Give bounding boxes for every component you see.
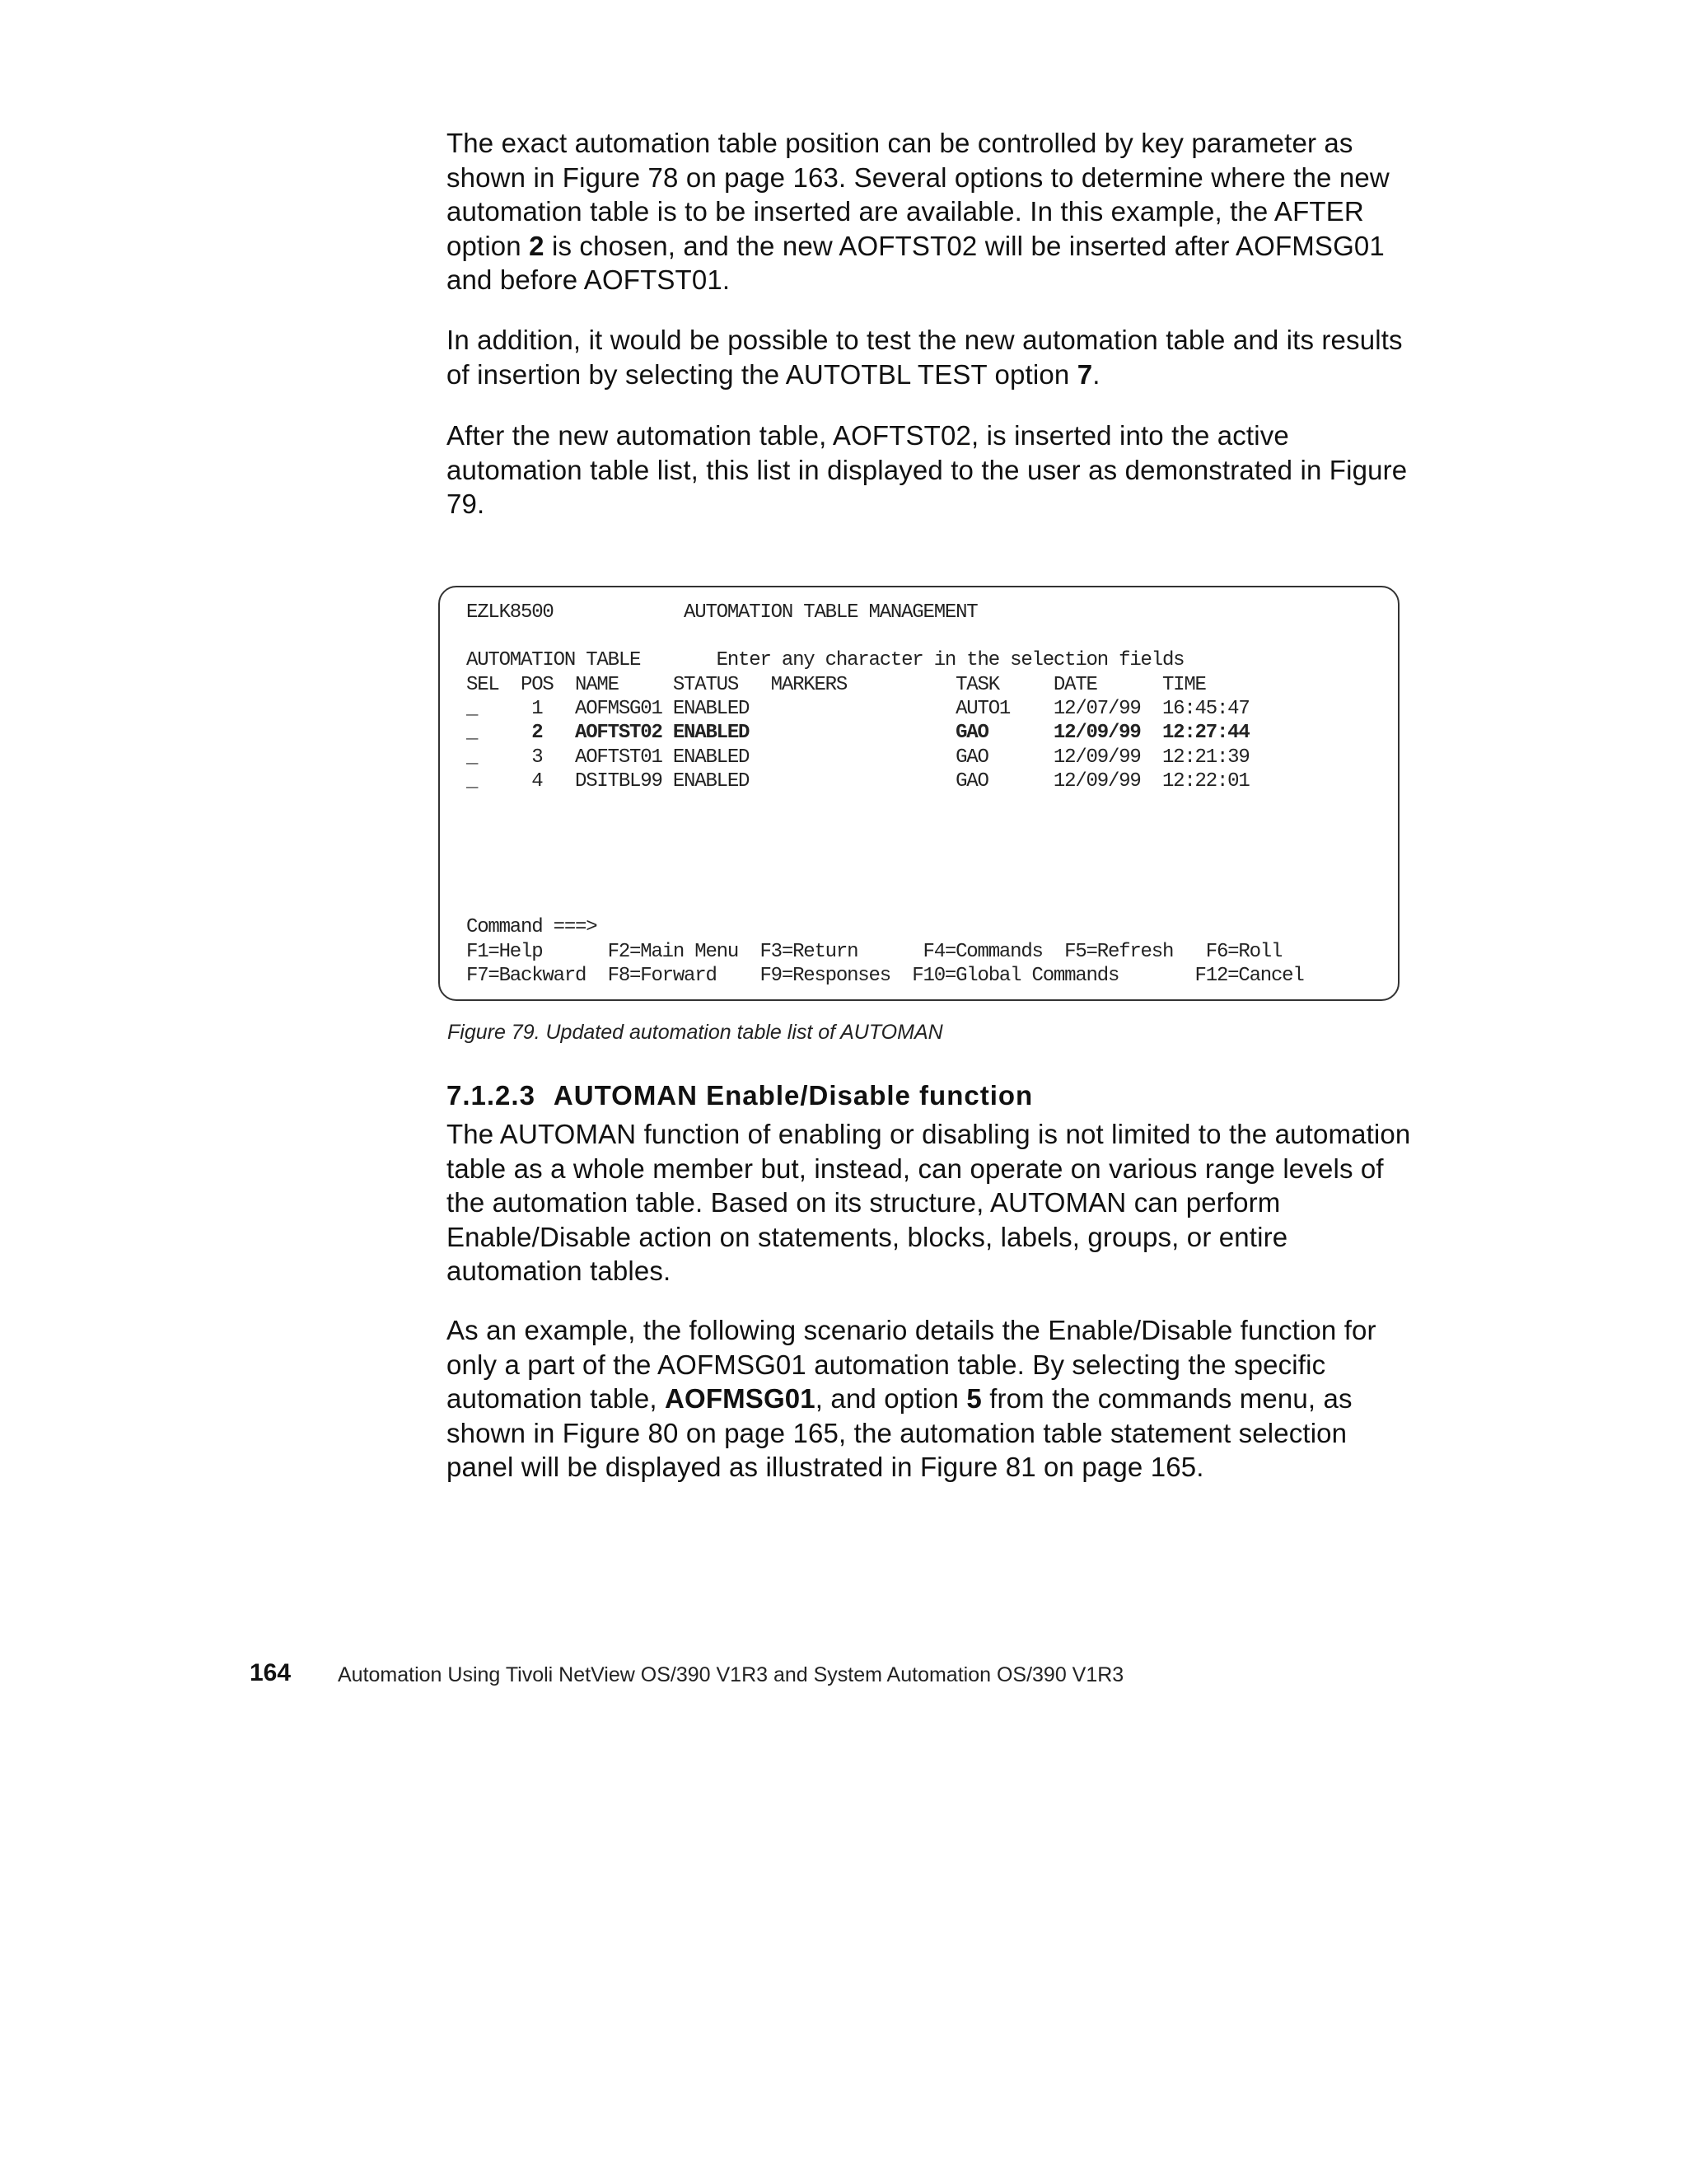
pf-keys-line: F1=Help F2=Main Menu F3=Return F4=Commands F5=Refresh F6=Roll <box>466 941 1283 963</box>
text-run: As an example, the following scenario details the Enable/Disable function for only a part of the AOFMSG01 automation table. By selecting the specific automation table, <box>446 1315 1376 1414</box>
page-number: 164 <box>250 1659 292 1686</box>
section-number: 7.1.2.3 <box>446 1080 535 1111</box>
pf-keys-line: F7=Backward F8=Forward F9=Responses F10=Global Commands F12=Cancel <box>466 965 1304 987</box>
terminal-screen-figure <box>438 586 1400 1001</box>
body-paragraph-2 <box>446 323 1418 391</box>
body-paragraph-5 <box>446 1313 1418 1485</box>
table-row-highlighted: _ 2 AOFTST02 ENABLED GAO 12/09/99 12:27:44 <box>466 722 1250 744</box>
body-paragraph-3: After the new automation table, AOFTST02, is inserted into the active automation table list, this list in displayed to the user as demonstrated in Figure 79. <box>446 420 1408 519</box>
bold-option-number: 7 <box>1077 358 1093 390</box>
table-row: _ 3 AOFTST01 ENABLED GAO 12/09/99 12:21:39 <box>466 746 1250 769</box>
screen-title-line: EZLK8500 AUTOMATION TABLE MANAGEMENT <box>466 601 978 624</box>
text-run: The exact automation table position can be controlled by key parameter as shown in Figure 78 on page 163. Several options to determine where the new automation table is to be inserted are available. In this example, the AFTER option <box>446 128 1390 261</box>
body-paragraph-4: The AUTOMAN function of enabling or disabling is not limited to the automation table as a whole member but, instead, can operate on various range levels of the automation table. Based on its structure, AUTOMAN can perform Enable/Disable action on statements, blocks, labels, groups, or entire automation tables. <box>446 1119 1411 1286</box>
running-footer-title: Automation Using Tivoli NetView OS/390 V1R3 and System Automation OS/390 V1R3 <box>338 1663 1124 1686</box>
table-row: _ 4 DSITBL99 ENABLED GAO 12/09/99 12:22:01 <box>466 770 1250 793</box>
table-row: _ 1 AOFMSG01 ENABLED AUTO1 12/07/99 16:45:47 <box>466 698 1250 720</box>
section-title: AUTOMAN Enable/Disable function <box>553 1080 1034 1111</box>
section-heading <box>446 1080 1033 1111</box>
command-line: Command ===> <box>466 916 597 938</box>
text-run: In addition, it would be possible to test the new automation table and its results of insertion by selecting the AUTOTBL TEST option <box>446 325 1403 390</box>
figure-caption: Figure 79. Updated automation table list of AUTOMAN <box>447 1021 943 1044</box>
text-run: from the commands menu, as shown in Figure 80 on page 165, the automation table statement selection panel will be displayed as illustrated in Figure 81 on page 165. <box>446 1383 1353 1482</box>
bold-option-number: 5 <box>966 1383 982 1414</box>
text-run: , and option <box>815 1383 967 1414</box>
bold-table-name: AOFMSG01 <box>665 1383 815 1414</box>
screen-column-headers: SEL POS NAME STATUS MARKERS TASK DATE TIME <box>466 674 1206 696</box>
text-run: . <box>1092 358 1101 390</box>
bold-option-number: 2 <box>529 230 544 261</box>
screen-header-line: AUTOMATION TABLE Enter any character in the selection fields <box>466 649 1185 671</box>
text-run: is chosen, and the new AOFTST02 will be inserted after AOFMSG01 and before AOFTST01. <box>446 230 1385 295</box>
body-paragraph-1 <box>446 126 1418 297</box>
